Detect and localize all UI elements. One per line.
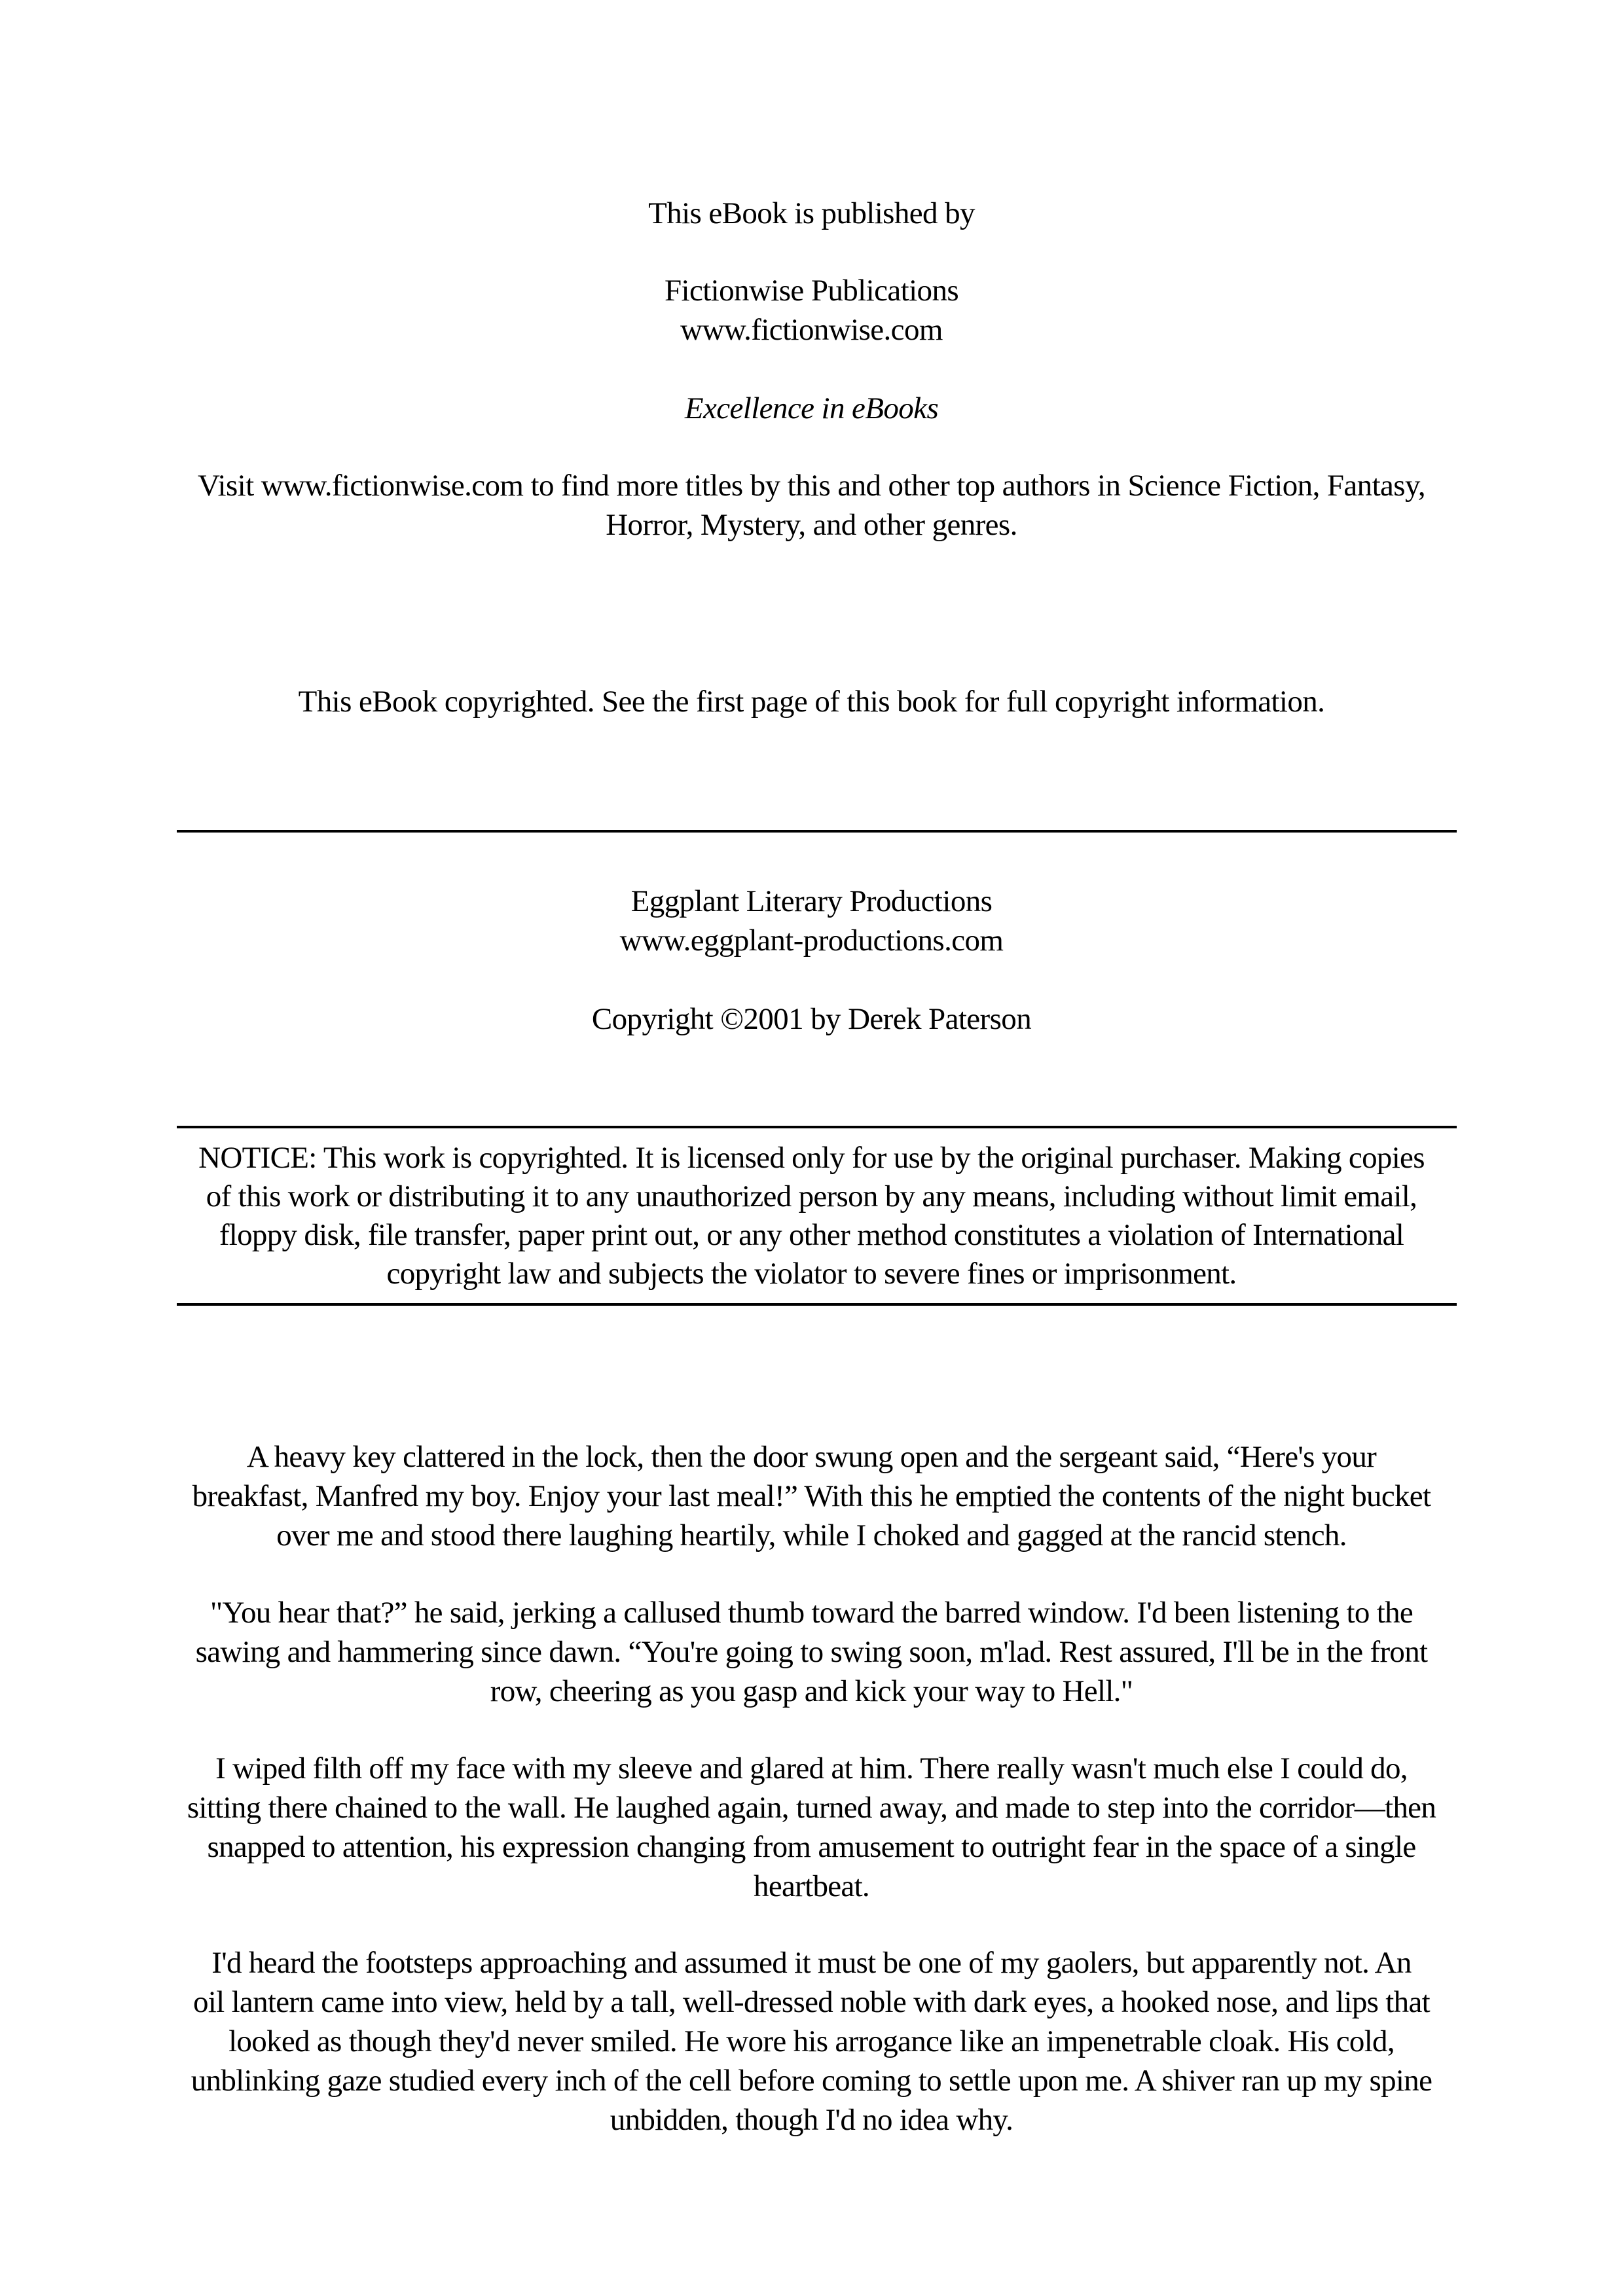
story-line: row, cheering as you gasp and kick your way to Hell.": [490, 1674, 1133, 1708]
producer-info: [157, 882, 1466, 960]
story-line: I'd heard the footsteps approaching and assumed it must be one of my gaolers, but apparently not. An: [211, 1946, 1412, 1980]
story-line: "You hear that?” he said, jerking a callused thumb toward the barred window. I'd been listening to the: [210, 1596, 1413, 1630]
publisher-url: www.fictionwise.com: [680, 313, 943, 347]
story-line: sawing and hammering since dawn. “You're going to swing soon, m'lad. Rest assured, I'll be in the front: [195, 1635, 1428, 1669]
tagline-text: Excellence in eBooks: [684, 391, 939, 425]
story-line: snapped to attention, his expression changing from amusement to outright fear in the space of a single: [207, 1830, 1416, 1864]
visit-line-2: Horror, Mystery, and other genres.: [606, 508, 1017, 542]
copyright-line: [157, 999, 1466, 1039]
copyright-text: Copyright ©2001 by Derek Paterson: [591, 1002, 1032, 1036]
story-paragraph-3: [151, 1749, 1472, 1906]
story-paragraph-1: [151, 1437, 1472, 1555]
notice-block: [157, 1139, 1466, 1293]
publisher-name: Fictionwise Publications: [664, 274, 959, 308]
story-paragraph-4: [151, 1943, 1472, 2140]
divider-rule-1: [177, 830, 1457, 833]
story-line: unbidden, though I'd no idea why.: [610, 2103, 1013, 2137]
story-paragraph-2: [151, 1593, 1472, 1711]
story-line: unblinking gaze studied every inch of the cell before coming to settle upon me. A shiver ran up my spine: [191, 2064, 1432, 2098]
story-line: A heavy key clattered in the lock, then the door swung open and the sergeant said, “Here's your: [246, 1440, 1377, 1474]
story-line: oil lantern came into view, held by a tall, well-dressed noble with dark eyes, a hooked nose, and lips that: [193, 1985, 1430, 2019]
divider-rule-2: [177, 1126, 1457, 1128]
notice-line-4: copyright law and subjects the violator to severe fines or imprisonment.: [386, 1257, 1237, 1291]
publisher-info: [157, 271, 1466, 350]
notice-line-2: of this work or distributing it to any unauthorized person by any means, including without limit email,: [206, 1179, 1417, 1213]
producer-url: www.eggplant-productions.com: [619, 924, 1004, 958]
story-line: breakfast, Manfred my boy. Enjoy your last meal!” With this he emptied the contents of the night bucket: [192, 1479, 1431, 1513]
divider-rule-3: [177, 1303, 1457, 1306]
notice-line-3: floppy disk, file transfer, paper print out, or any other method constitutes a violation of International: [219, 1218, 1404, 1252]
story-line: I wiped filth off my face with my sleeve and glared at him. There really wasn't much else I could do,: [215, 1751, 1408, 1785]
story-line: heartbeat.: [754, 1869, 869, 1903]
publisher-intro: [157, 194, 1466, 233]
copyright-note: [157, 682, 1466, 721]
copyright-note-text: This eBook copyrighted. See the first page of this book for full copyright information.: [298, 685, 1325, 719]
notice-line-1: NOTICE: This work is copyrighted. It is licensed only for use by the original purchaser. Making copies: [198, 1141, 1425, 1175]
story-line: over me and stood there laughing heartily, while I choked and gagged at the rancid stench.: [276, 1518, 1347, 1552]
publisher-tagline: [157, 389, 1466, 428]
story-line: looked as though they'd never smiled. He wore his arrogance like an impenetrable cloak. His cold,: [228, 2024, 1395, 2058]
visit-line-1: Visit www.fictionwise.com to find more titles by this and other top authors in Science Fiction, Fantasy,: [198, 469, 1425, 503]
visit-paragraph: [157, 466, 1466, 545]
story-line: sitting there chained to the wall. He laughed again, turned away, and made to step into the corridor—then: [187, 1791, 1436, 1825]
producer-name: Eggplant Literary Productions: [630, 884, 993, 918]
published-by-text: This eBook is published by: [648, 196, 975, 230]
